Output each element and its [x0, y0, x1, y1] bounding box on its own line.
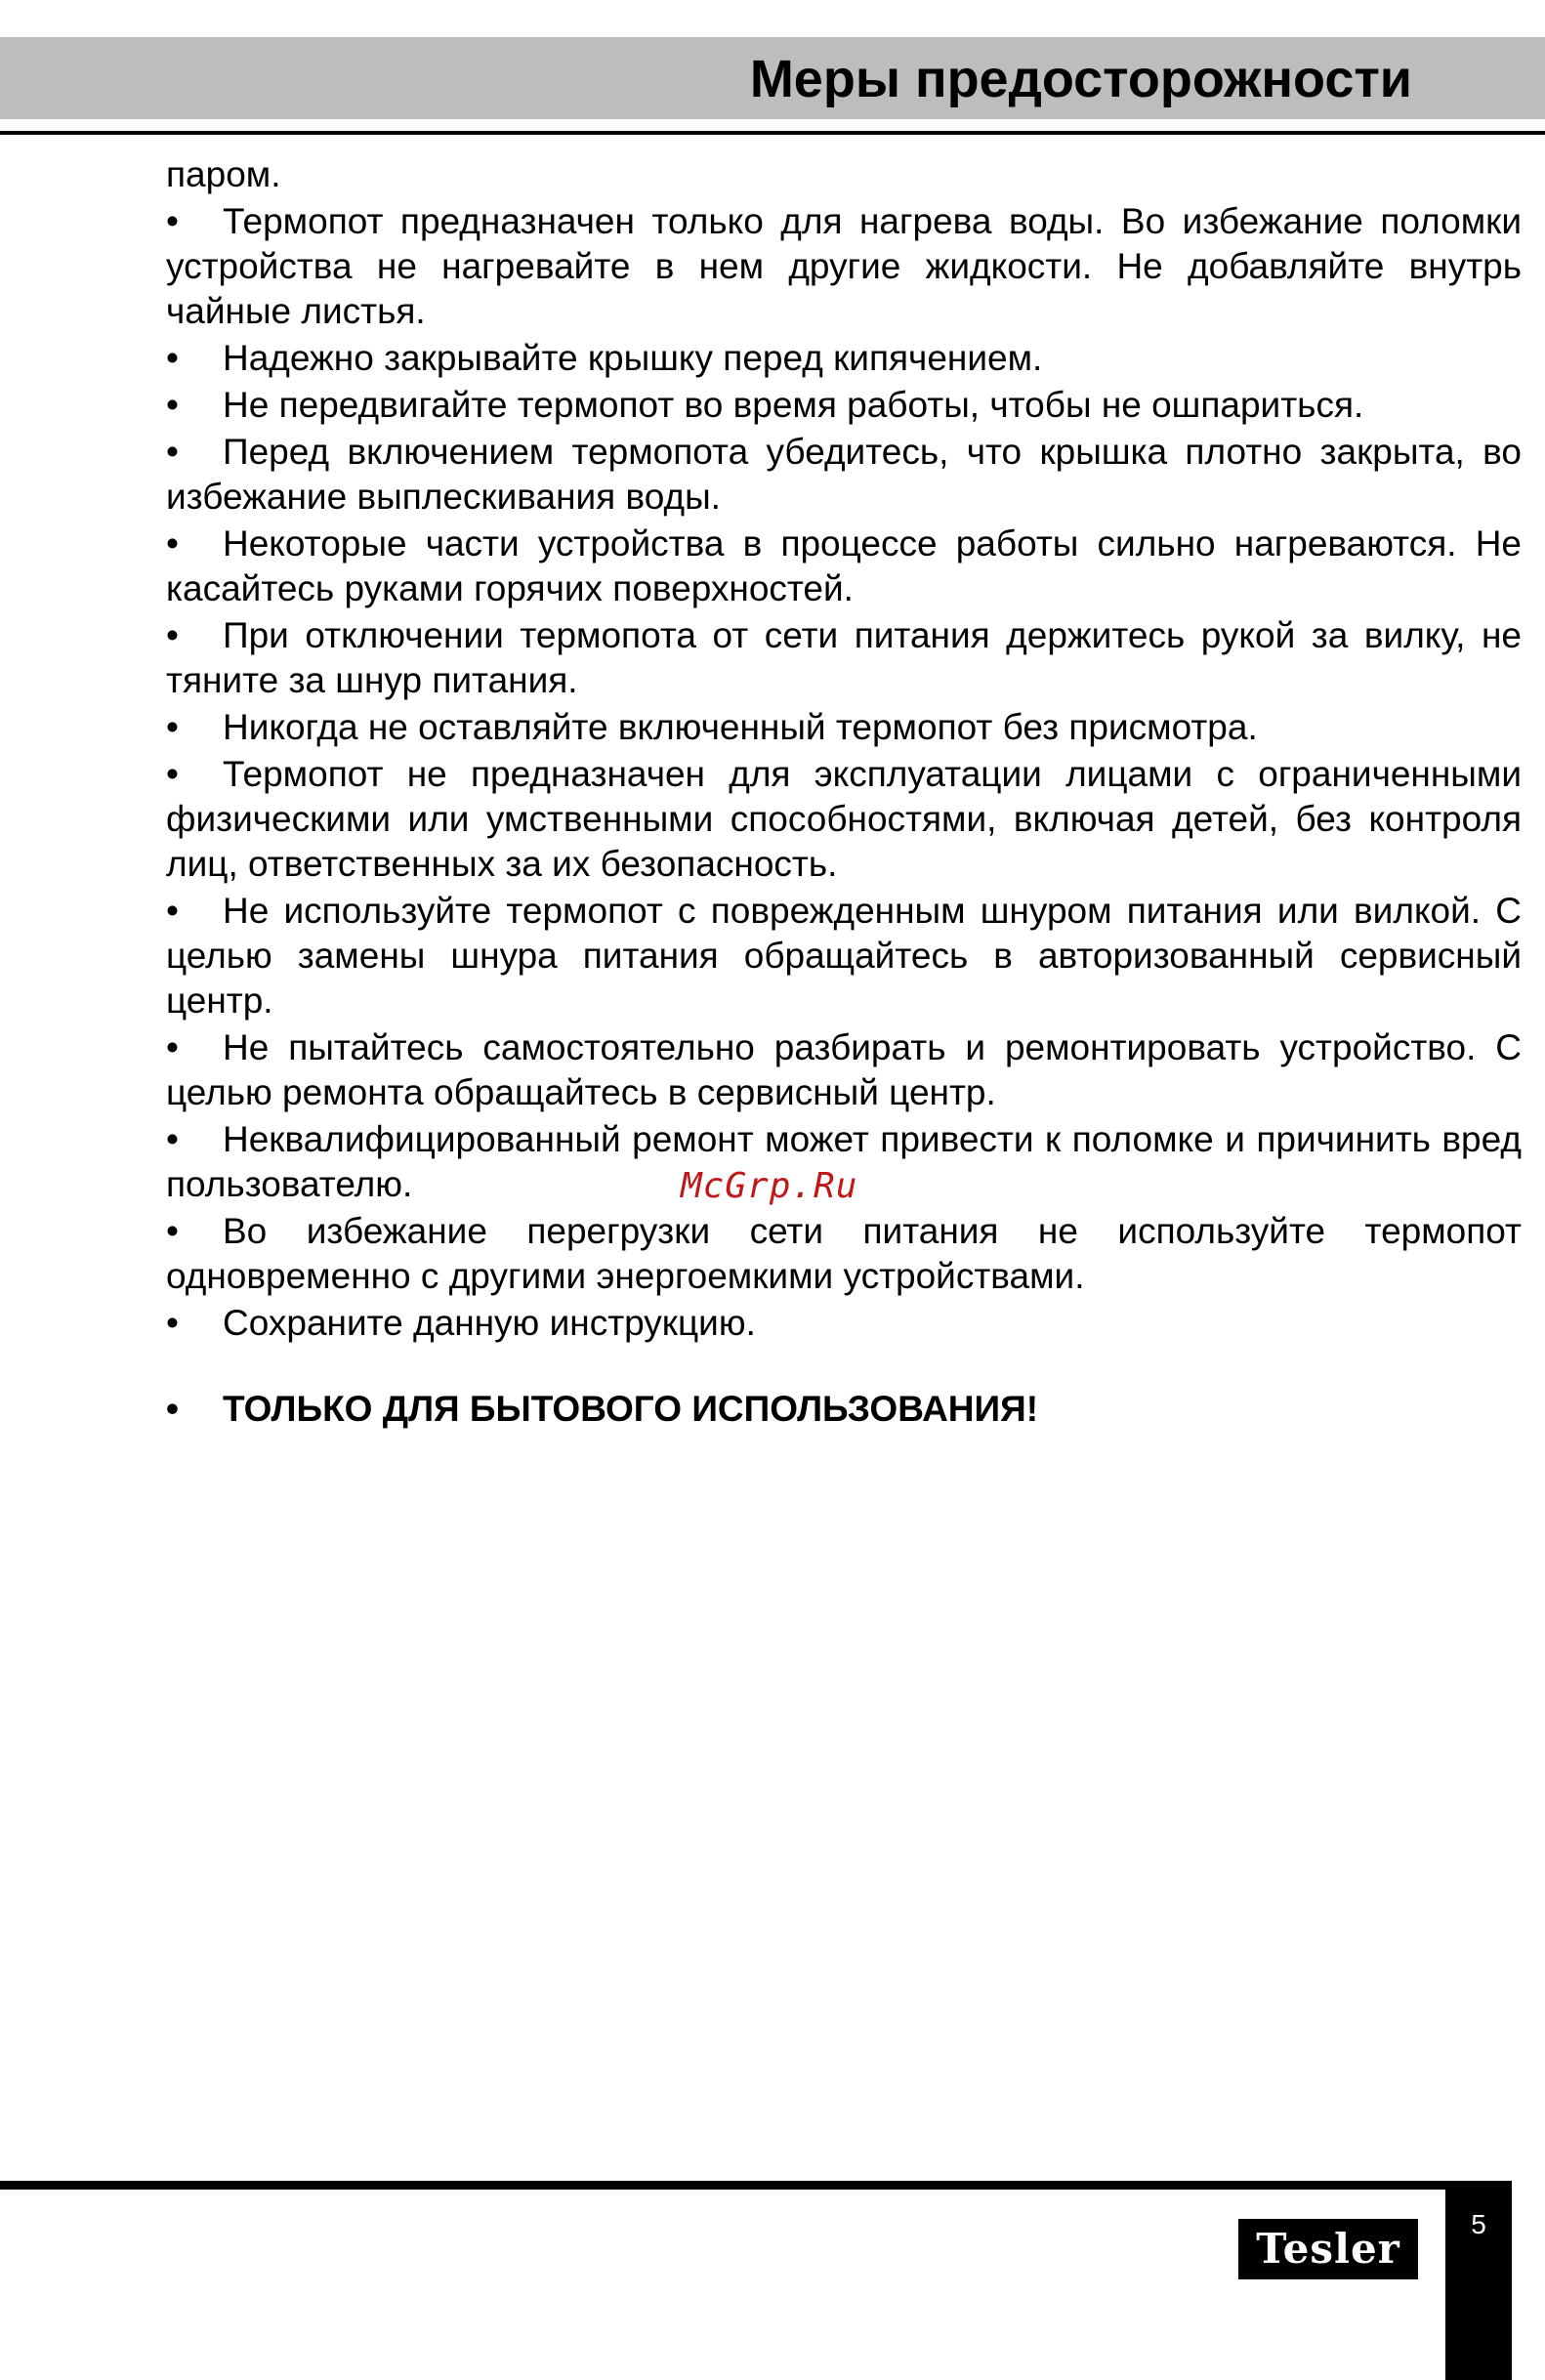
- list-item-text: Термопот не предназначен для эксплуатации лицами с ограниченными физическими или умственными способностями, включая детей, без контроля лиц, ответственных за их безопасность.: [166, 754, 1522, 884]
- bullet-icon: •: [166, 1389, 179, 1429]
- list-item-text: Термопот предназначен только для нагрева воды. Во избежание поломки устройства не нагревайте в нем другие жидкости. Не добавляйте внутрь чайные листья.: [166, 201, 1522, 331]
- list-item-text: Никогда не оставляйте включенный термопот без присмотра.: [223, 707, 1258, 747]
- bullet-icon: •: [166, 707, 179, 747]
- bullet-icon: •: [166, 338, 179, 378]
- household-use-text: ТОЛЬКО ДЛЯ БЫТОВОГО ИСПОЛЬЗОВАНИЯ!: [223, 1389, 1039, 1429]
- list-item: [166, 889, 1522, 1023]
- list-item: [166, 199, 1522, 334]
- list-item: [166, 613, 1522, 703]
- list-item: [166, 705, 1522, 750]
- bullet-icon: •: [166, 432, 179, 472]
- page-number: 5: [1471, 2209, 1486, 2239]
- list-item-text: Некоторые части устройства в процессе работы сильно нагреваются. Не касайтесь руками горячих поверхностей.: [166, 523, 1522, 608]
- bullet-icon: •: [166, 1119, 179, 1159]
- list-item-text: Сохраните данную инструкцию.: [223, 1303, 756, 1343]
- bullet-icon: •: [166, 1303, 179, 1343]
- list-item: [166, 383, 1522, 428]
- list-item: [166, 522, 1522, 611]
- bullet-icon: •: [166, 1211, 179, 1251]
- precautions-content: [166, 152, 1522, 1434]
- bullet-icon: •: [166, 1027, 179, 1067]
- watermark: McGrp.Ru: [681, 1166, 858, 1206]
- list-item-text: При отключении термопота от сети питания держитесь рукой за вилку, не тяните за шнур питания.: [166, 615, 1522, 700]
- bullet-icon: •: [166, 201, 179, 241]
- list-item-text: Во избежание перегрузки сети питания не используйте термопот одновременно с другими энергоемкими устройствами.: [166, 1211, 1522, 1296]
- list-item-text: Перед включением термопота убедитесь, что крышка плотно закрыта, во избежание выплескивания воды.: [166, 432, 1522, 517]
- tesler-logo: [1238, 2219, 1418, 2279]
- bullet-icon: •: [166, 385, 179, 425]
- list-item-text: Надежно закрывайте крышку перед кипячением.: [223, 338, 1043, 378]
- bullet-icon: •: [166, 615, 179, 655]
- page-title: Меры предосторожности: [749, 50, 1412, 108]
- logo-text: Tesler: [1256, 2225, 1400, 2273]
- list-item-text: Не используйте термопот с поврежденным шнуром питания или вилкой. С целью замены шнура питания обращайтесь в авторизованный сервисный центр.: [166, 891, 1522, 1021]
- list-item-text: Не передвигайте термопот во время работы, чтобы не ошпариться.: [223, 385, 1364, 425]
- list-item: [166, 430, 1522, 520]
- bullet-icon: •: [166, 523, 179, 564]
- list-item: [166, 1301, 1522, 1346]
- list-item: [166, 752, 1522, 887]
- bullet-icon: •: [166, 891, 179, 931]
- household-use-notice: [166, 1387, 1522, 1432]
- list-item: [166, 336, 1522, 381]
- bullet-icon: •: [166, 754, 179, 794]
- list-item-text: Не пытайтесь самостоятельно разбирать и ремонтировать устройство. С целью ремонта обращайтесь в сервисный центр.: [166, 1027, 1522, 1112]
- list-item-text: Неквалифицированный ремонт может привести к поломке и причинить вред пользователю.: [166, 1119, 1522, 1204]
- continued-text: паром.: [166, 154, 281, 194]
- header-divider: [0, 131, 1545, 135]
- list-item: [166, 1209, 1522, 1299]
- footer-divider: [0, 2181, 1512, 2190]
- list-item: [166, 1025, 1522, 1115]
